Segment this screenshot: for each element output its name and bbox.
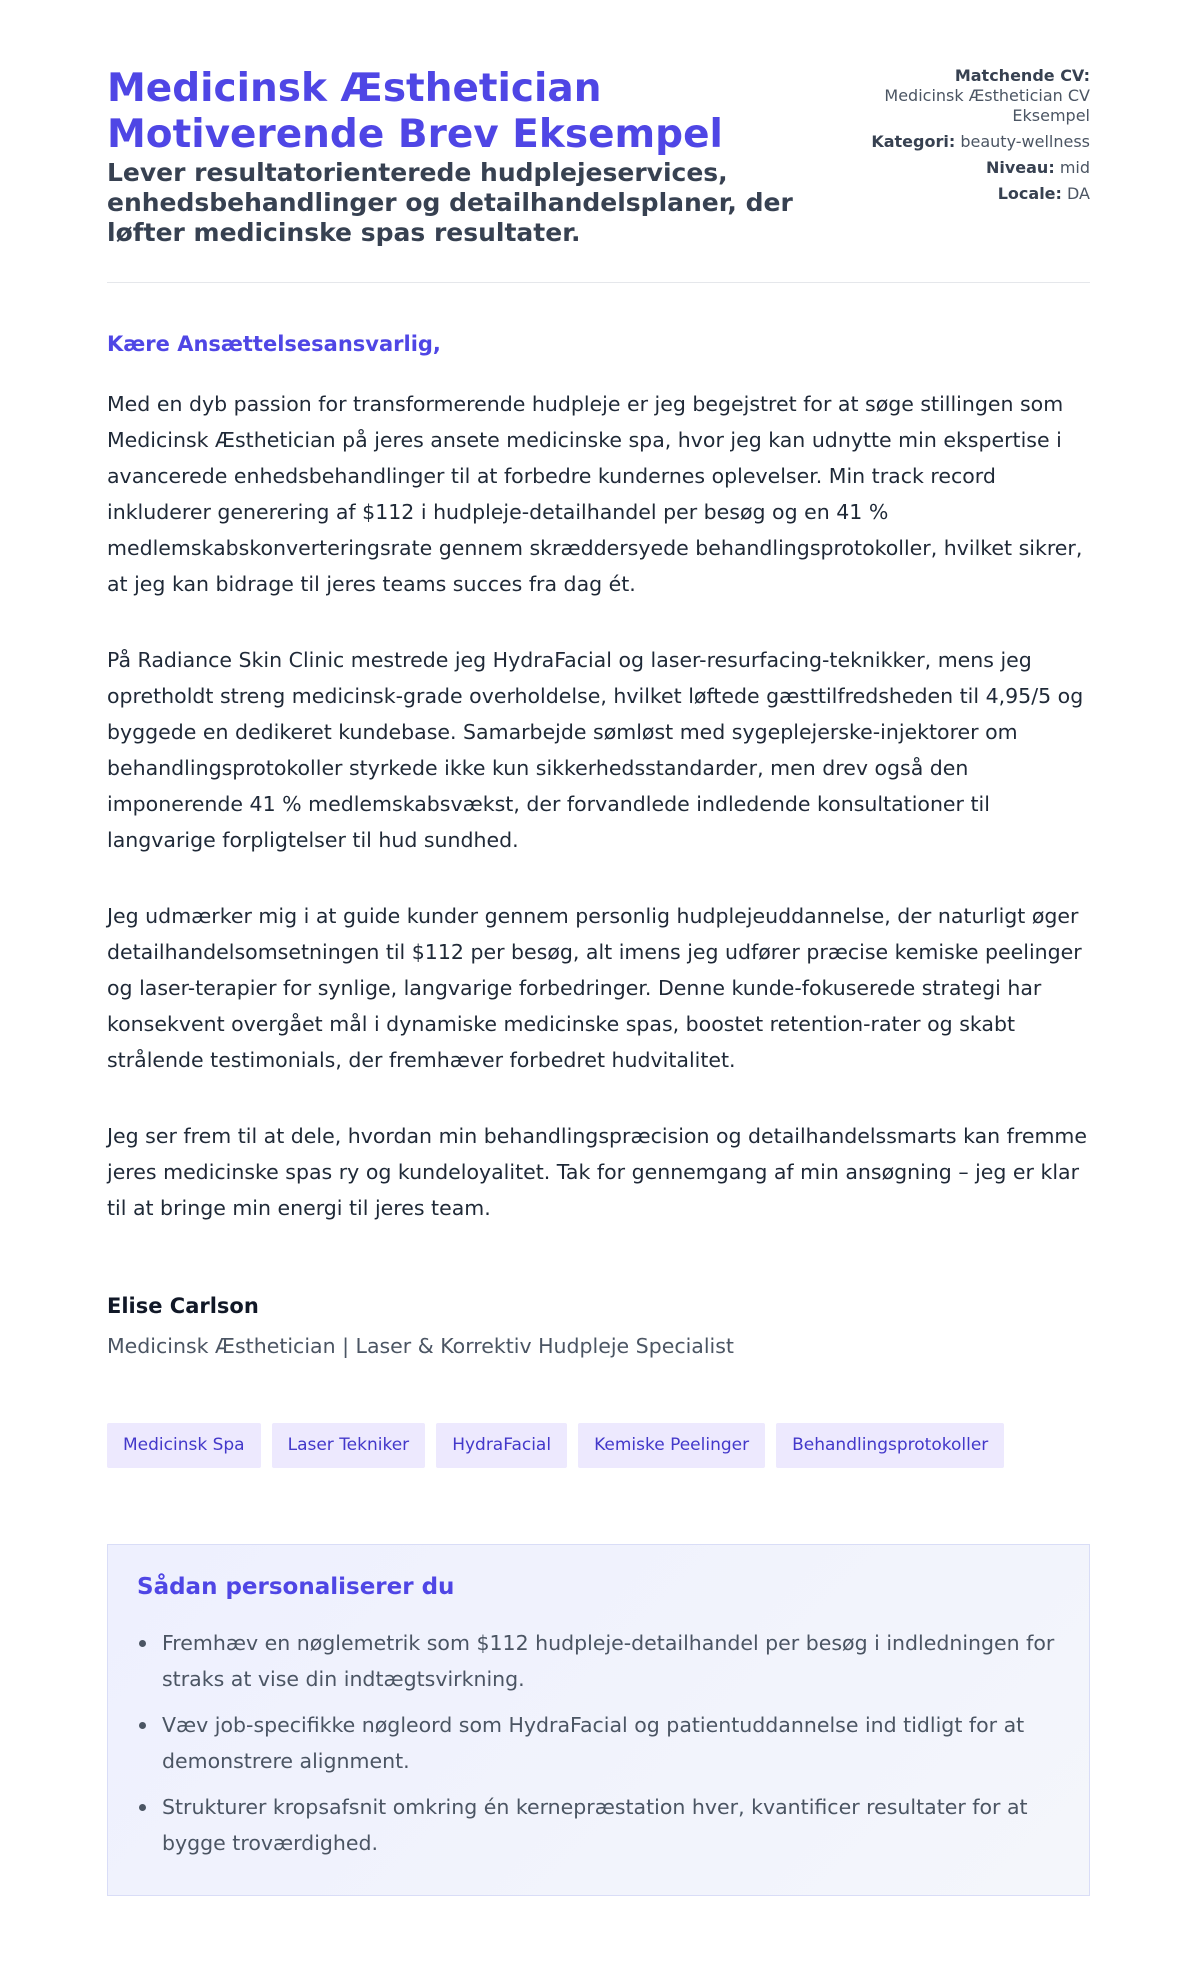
title-block (107, 66, 827, 248)
signature-name: Elise Carlson (107, 1294, 259, 1318)
tip-text: Fremhæv en nøglemetrik som $112 hudpleje-detailhandel per besøg i indledningen for straks at vise din indtægtsvirkning. (162, 1631, 1055, 1691)
skill-tag: Kemiske Peelinger (578, 1423, 765, 1468)
salutation: Kære Ansættelsesansvarlig, (107, 332, 441, 356)
skill-tag: Behandlingsprotokoller (776, 1423, 1004, 1468)
skill-tag: HydraFacial (436, 1423, 567, 1468)
skill-tag: Laser Tekniker (272, 1423, 426, 1468)
tips-title: Sådan personaliserer du (137, 1574, 455, 1600)
bullet-icon (139, 1804, 146, 1811)
meta-panel (860, 66, 1090, 210)
bullet-icon (139, 1640, 146, 1647)
meta-category-value: beauty-wellness (960, 132, 1090, 151)
personalization-tips-box (107, 1544, 1090, 1896)
tips-list-item (137, 1625, 1057, 1697)
meta-locale-value: DA (1067, 184, 1090, 203)
signature-role: Medicinsk Æsthetician | Laser & Korrektiv Hudpleje Specialist (107, 1334, 734, 1358)
letter-body (107, 386, 1090, 1266)
title-line-2: Motiverende Brev Eksempel (107, 112, 723, 157)
page-title (107, 66, 827, 158)
meta-locale-label: Locale: (997, 184, 1062, 203)
letter-paragraph: Jeg udmærker mig i at guide kunder gennem personlig hudplejeuddannelse, der naturligt øger detailhandelsomsetningen til $112 per besøg, alt imens jeg udfører præcise kemiske peelinger og laser-terapier for synlige, langvarige forbedringer. Denne kunde-fokuserede strategi har konsekvent overgået mål i dynamiske medicinske spas, boostet retention-rater og skabt strålende testimonials, der fremhæver forbedret hudvitalitet. (107, 904, 1082, 1072)
meta-locale (860, 184, 1090, 204)
meta-matching-cv (860, 66, 1090, 126)
tips-list-item (137, 1707, 1057, 1779)
tip-text: Strukturer kropsafsnit omkring én kernepræstation hver, kvantificer resultater for at bygge troværdighed. (162, 1795, 1028, 1855)
meta-category (860, 132, 1090, 152)
meta-cv-label: Matchende CV: (954, 66, 1090, 85)
meta-cv-value: Medicinsk Æsthetician CV Eksempel (884, 86, 1090, 125)
meta-level (860, 158, 1090, 178)
letter-paragraph: Med en dyb passion for transformerende hudpleje er jeg begejstret for at søge stillingen som Medicinsk Æsthetician på jeres ansete medicinske spa, hvor jeg kan udnytte min ekspertise i avancerede enhedsbehandlinger til at forbedre kundernes oplevelser. Min track record inkluderer generering af $112 i hudpleje-detailhandel per besøg og en 41 % medlemskabskonverteringsrate gennem skræddersyede behandlingsprotokoller, hvilket sikrer, at jeg kan bidrage til jeres teams succes fra dag ét. (107, 392, 1083, 596)
bullet-icon (139, 1722, 146, 1729)
skill-tags (107, 1423, 1004, 1468)
letter-paragraph: Jeg ser frem til at dele, hvordan min behandlingspræcision og detailhandelssmarts kan fremme jeres medicinske spas ry og kundeloyalitet. Tak for gennemgang af min ansøgning – jeg er klar til at bringe min energi til jeres team. (107, 1124, 1088, 1220)
page-subtitle: Lever resultatorienterede hudplejeservices, enhedsbehandlinger og detailhandelsplaner, der løfter medicinske spas resultater. (107, 158, 793, 247)
title-line-1: Medicinsk Æsthetician (107, 66, 602, 111)
skill-tag: Medicinsk Spa (107, 1423, 261, 1468)
meta-level-label: Niveau: (985, 158, 1055, 177)
letter-paragraph: På Radiance Skin Clinic mestrede jeg HydraFacial og laser-resurfacing-teknikker, mens jeg opretholdt streng medicinsk-grade overholdelse, hvilket løftede gæsttilfredsheden til 4,95/5 og byggede en dedikeret kundebase. Samarbejde sømløst med sygeplejerske-injektorer om behandlingsprotokoller styrkede ikke kun sikkerhedsstandarder, men drev også den imponerende 41 % medlemskabsvækst, der forvandlede indledende konsultationer til langvarige forpligtelser til hud sundhed. (107, 648, 1084, 852)
signature-block (107, 1292, 1090, 1360)
header-divider (107, 282, 1090, 283)
tips-list-item (137, 1789, 1057, 1861)
tips-list (137, 1625, 1057, 1871)
page-header (107, 66, 1090, 282)
meta-category-label: Kategori: (871, 132, 956, 151)
meta-level-value: mid (1059, 158, 1090, 177)
tip-text: Væv job-specifikke nøgleord som HydraFacial og patientuddannelse ind tidligt for at demonstrere alignment. (162, 1713, 1025, 1773)
